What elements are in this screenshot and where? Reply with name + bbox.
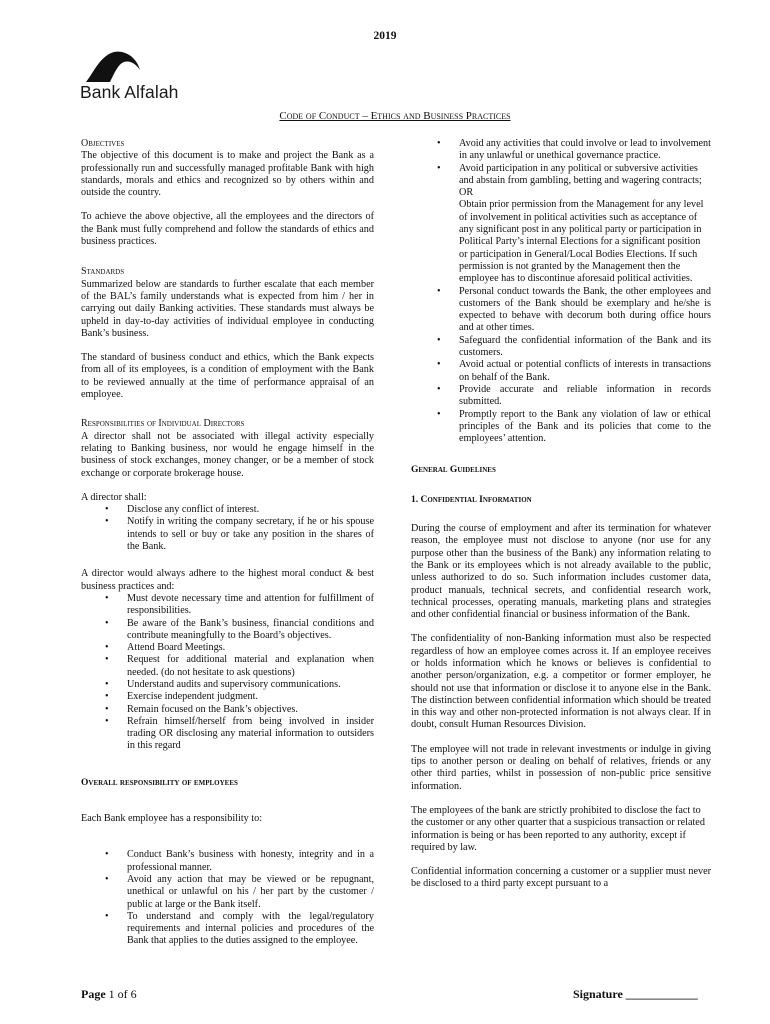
- list-item: • To understand and comply with the legal/regulatory requirements and internal policies and procedures of the Bank that applies to the duties assigned to the employee.: [127, 911, 374, 948]
- list-item: • Disclose any conflict of interest.: [127, 504, 374, 516]
- list-item: • Personal conduct towards the Bank, the other employees and customers of the Bank should be exemplary and he/she is expected to behave with decorum both during office hours and at other times.: [459, 286, 711, 335]
- list-item: • Must devote necessary time and attention for fulfillment of responsibilities.: [127, 593, 374, 618]
- employee-responsibility-list: [411, 138, 711, 445]
- page-label: Page: [81, 987, 106, 1001]
- list-item: • Avoid participation in any political or subversive activities and abstain from gambling, betting and wagering contracts; OR Obtain prior permission from the Management for any level of involvement in political activities such as acceptance of any significant post in any political party or participation in Political Party’s internal Elections for a significant position or participation in General/Local Bodies Elections. If such permission is not granted by the Management then the employee has to discontinue aforesaid political activities.: [459, 163, 711, 286]
- document-year: 2019: [373, 30, 397, 42]
- list-item: • Understand audits and supervisory communications.: [127, 679, 374, 691]
- list-item: • Safeguard the confidential information of the Bank and its customers.: [459, 335, 711, 360]
- right-column: [411, 138, 711, 891]
- list-item: • Attend Board Meetings.: [127, 642, 374, 654]
- list-item: • Notify in writing the company secretary, if he or his spouse intends to sell or buy or take any position in the shares of the Bank.: [127, 516, 374, 553]
- bank-alfalah-logo: [80, 50, 220, 104]
- confidential-paragraph-4: The employees of the bank are strictly prohibited to disclose the fact to the customer or any other quarter that a suspicious transaction or related information is being or has been reported to any authority, except if required by law.: [411, 804, 705, 853]
- left-column: [81, 138, 374, 948]
- confidential-paragraph-3: The employee will not trade in relevant investments or indulge in giving tips to another person or dealing on behalf of relatives, friends or any other third parties, whilst in possession of non-public price sensitive information.: [411, 743, 711, 792]
- signature-line: Signature ____________: [573, 987, 698, 1001]
- list-item: • Request for additional material and explanation when needed. (do not hesitate to ask questions): [127, 654, 374, 679]
- list-item: • Conduct Bank’s business with honesty, integrity and in a professional manner.: [127, 849, 374, 874]
- directors-paragraph: A director shall not be associated with illegal activity especially relating to Banking business, nor would he engage himself in the business of stock exchanges, money changer, or be a member of stock exchange or corporate brokerage house.: [81, 430, 374, 479]
- standards-paragraph-2: The standard of business conduct and ethics, which the Bank expects from all of its employees, is a condition of employment with the Bank to be reviewed annually at the time of performance appraisal of an employee.: [81, 352, 374, 401]
- overall-responsibility-heading: Overall responsibility of employees: [81, 777, 238, 788]
- director-shall-intro: A director shall:: [81, 491, 147, 503]
- director-adhere-intro: A director would always adhere to the highest moral conduct & best business practices and:: [81, 568, 374, 592]
- objectives-paragraph-2: To achieve the above objective, all the employees and the directors of the Bank must fully comprehend and follow the standards of ethics and business practices.: [81, 211, 374, 248]
- list-item: • Be aware of the Bank’s business, financial conditions and contribute meaningfully to the Board’s objectives.: [127, 618, 374, 643]
- logo-wordmark: Bank Alfalah: [80, 82, 179, 102]
- standards-heading: Standards: [81, 266, 125, 278]
- objectives-heading: Objectives: [81, 138, 125, 149]
- list-item: • Provide accurate and reliable information in records submitted.: [459, 384, 711, 409]
- list-item: • Avoid any action that may be viewed or be repugnant, unethical or unlawful on his / her part by the customer / public at large or the Bank itself.: [127, 874, 374, 911]
- directors-heading: Responsibilities of Individual Directors: [81, 418, 245, 430]
- director-adhere-list: [81, 593, 374, 753]
- page-number: [81, 988, 137, 1000]
- confidential-paragraph-2: The confidentiality of non-Banking information must also be respected regardless of how an employee comes across it. If an employee receives or holds information which he knows or believes is confidential to another person/organization, e.g. a competitor or former employer, he should not use that information or disclose it to anyone else in the Bank. The distinction between confidential information which should be treated in this way and other non-protected information is not always clear. If in doubt, consult Human Resources Division.: [411, 633, 711, 731]
- logo-mark-icon: [84, 50, 144, 84]
- list-item: • Exercise independent judgment.: [127, 691, 374, 703]
- confidential-paragraph-5: Confidential information concerning a customer or a supplier must never be disclosed to a third party except pursuant to a: [411, 866, 711, 890]
- overall-responsibility-list: [81, 849, 374, 947]
- list-item: • Avoid actual or potential conflicts of interests in transactions on behalf of the Bank.: [459, 359, 711, 384]
- overall-intro: Each Bank employee has a responsibility to:: [81, 813, 263, 825]
- document-title: Code of Conduct – Ethics and Business Practices: [279, 110, 511, 122]
- director-shall-list: [81, 504, 374, 553]
- general-guidelines-heading: General Guidelines: [411, 465, 496, 476]
- confidential-information-heading: 1. Confidential Information: [411, 494, 532, 505]
- confidential-paragraph-1: During the course of employment and after its termination for whatever reason, the employee must not disclose to anyone (nor use for any purpose other than the business of the Bank) any information relating to the Bank or its employees which is not already available to the public, unless authorized to do so. Such information includes customer data, product manuals, technical secrets, and confidential research work, technical processes, operating manuals, marketing plans and strategies and other confidential financial or business information of the Bank.: [411, 523, 711, 621]
- page-count: 1 of 6: [108, 987, 137, 1001]
- list-item: • Promptly report to the Bank any violation of law or ethical principles of the Bank and its policies that come to the employees’ attention.: [459, 409, 711, 446]
- list-item: • Avoid any activities that could involve or lead to involvement in any unlawful or unethical governance practice.: [459, 138, 711, 163]
- list-item: • Remain focused on the Bank’s objectives.: [127, 704, 374, 716]
- list-item: • Refrain himself/herself from being involved in insider trading OR disclosing any material information to outsiders in this regard: [127, 716, 374, 753]
- objectives-paragraph-1: The objective of this document is to make and project the Bank as a professionally run and successfully managed profitable Bank with high standards, morals and ethics and recognized so by others within and outside the country.: [81, 150, 374, 199]
- standards-paragraph-1: Summarized below are standards to further escalate that each member of the BAL’s family understands what is expected from him / her in carrying out daily Banking activities. These standards must always be upheld in day-to-day activities of individual employee in conducting Bank’s business.: [81, 278, 374, 339]
